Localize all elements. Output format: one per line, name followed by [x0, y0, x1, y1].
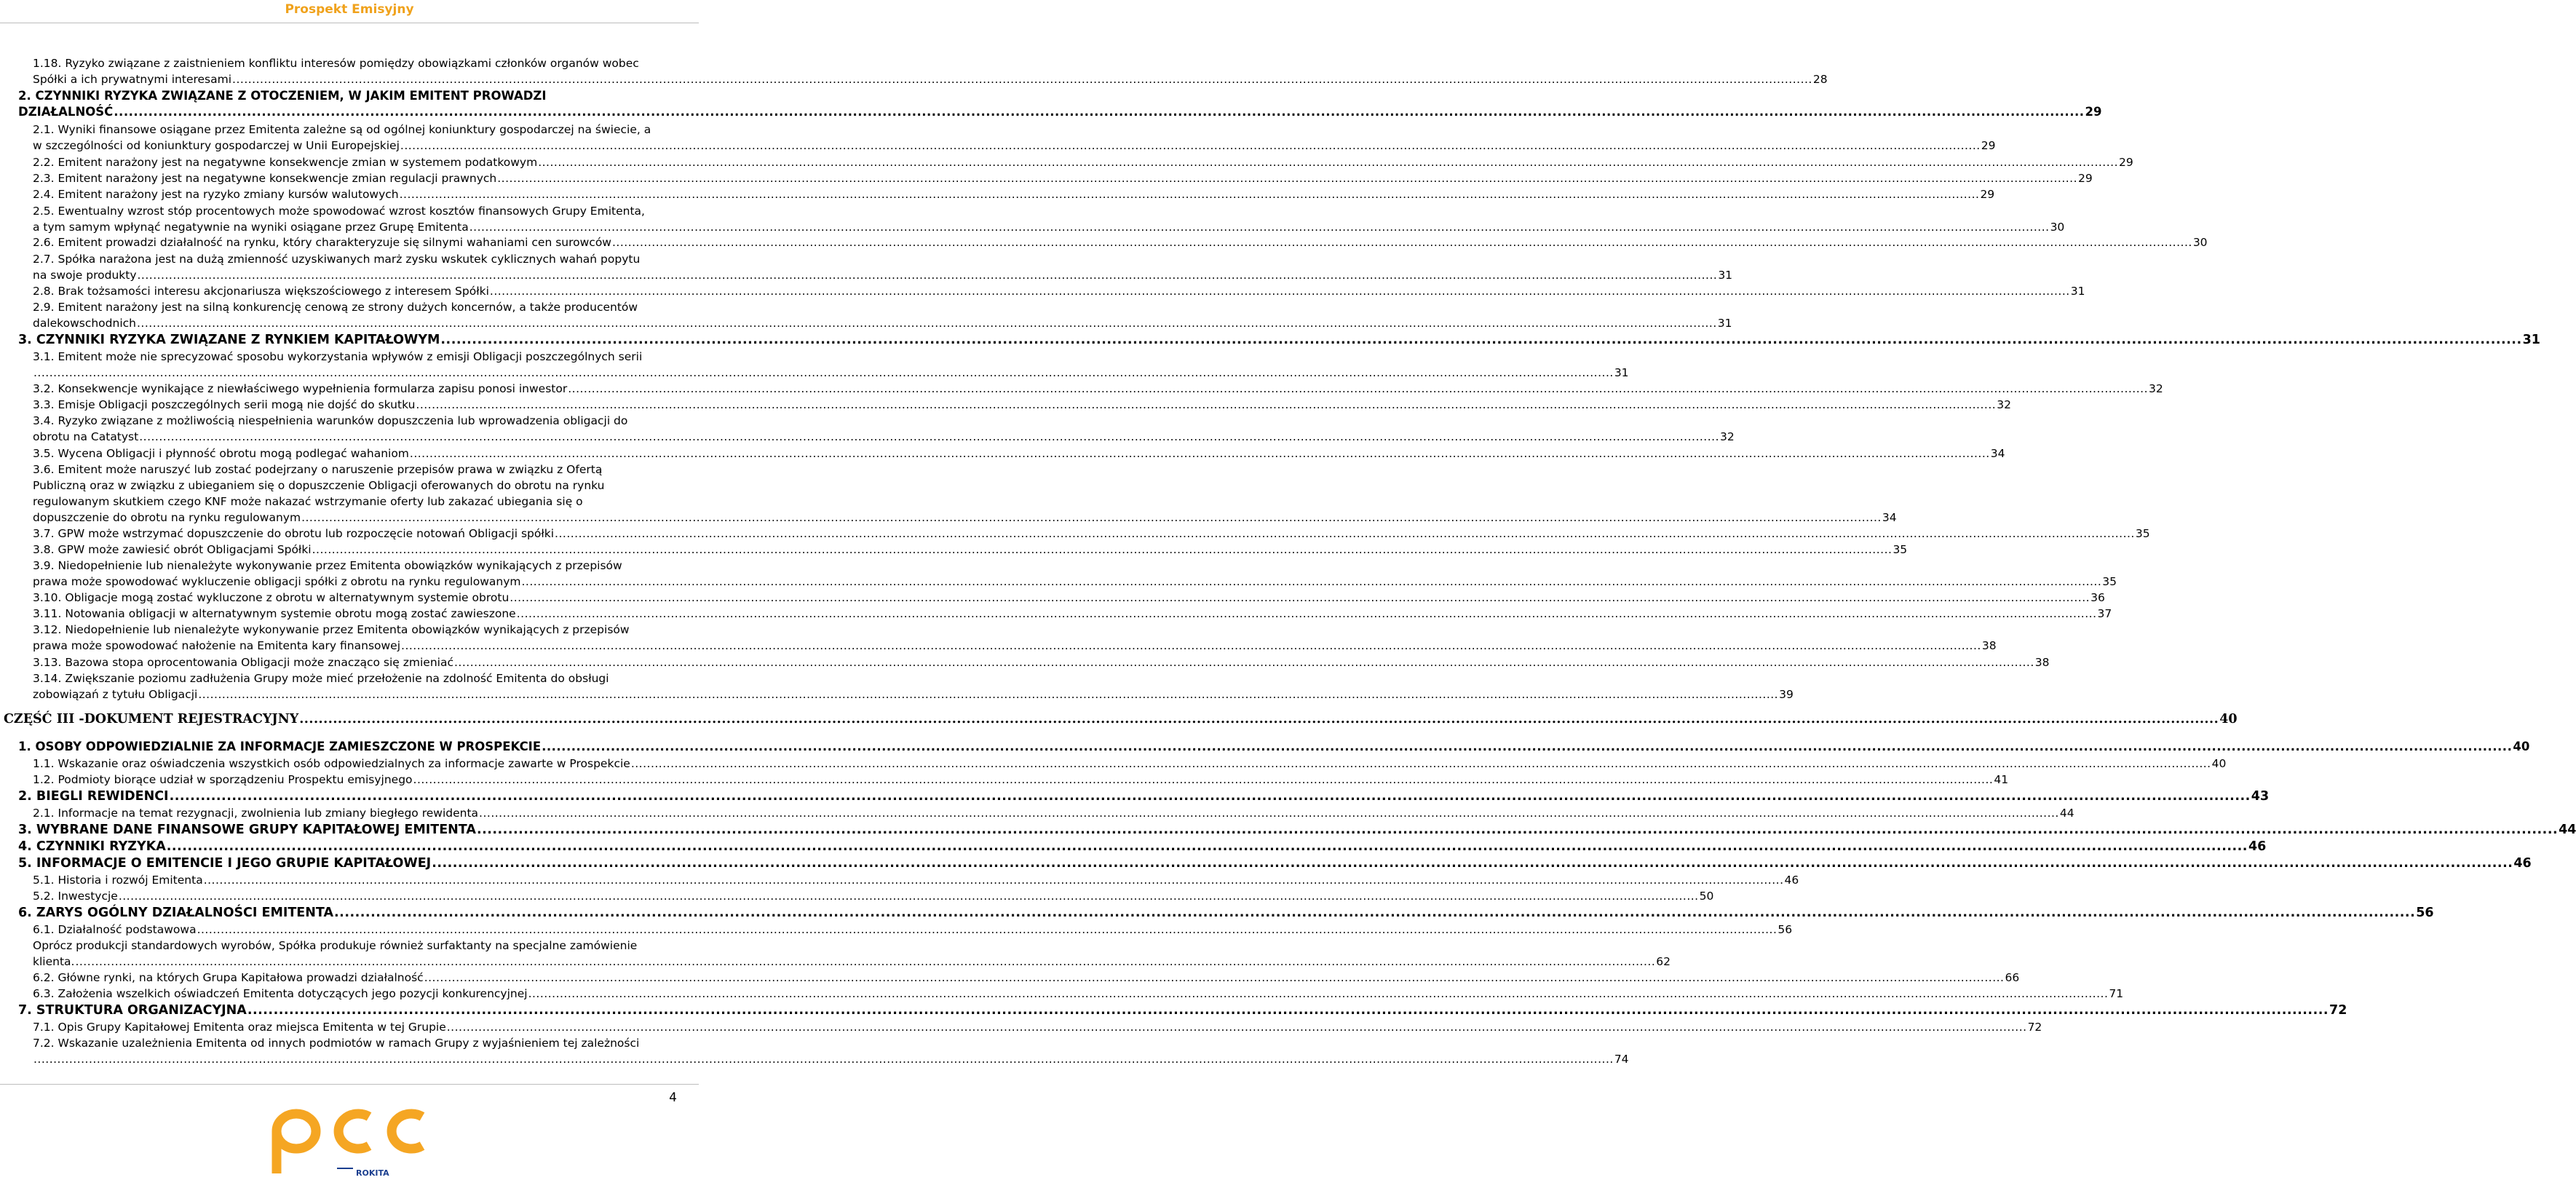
toc-page-number: 31	[1718, 269, 1733, 282]
dot-leader: ................................................................................................................................................................................................................................................................................................................................................................................................................	[630, 757, 2211, 770]
dot-leader: ................................................................................................................................................................................................................................................................................................................................................................................................................	[542, 740, 2513, 753]
toc-page-number: 72	[2027, 1021, 2042, 1034]
toc-entry-text: 3.7. GPW może wstrzymać dopuszczenie do obrotu lub rozpoczęcie notowań Obligacji spółki	[33, 527, 555, 540]
toc-page-number: 66	[2005, 971, 2020, 984]
toc-entry-text: 3.6. Emitent może naruszyć lub zostać podejrzany o naruszenie przepisów prawa w związku z Ofertą	[33, 463, 603, 476]
toc-entry-text: a tym samym wpłynąć negatywnie na wyniki osiągane przez Grupę Emitenta	[33, 221, 469, 234]
toc-entry-text: prawa może spowodować nałożenie na Emitenta kary finansowej	[33, 639, 401, 652]
toc-page-number: 31	[2522, 333, 2540, 347]
toc-entry[interactable]	[18, 739, 2530, 755]
toc-page-number: 46	[2248, 839, 2267, 854]
toc-entry[interactable]	[18, 788, 2270, 804]
toc-entry-text: 2.8. Brak tożsamości interesu akcjonariusza większościowego z interesem Spółki	[33, 285, 489, 298]
toc-entry-text: 6. ZARYS OGÓLNY DZIAŁALNOŚCI EMITENTA	[18, 906, 334, 920]
document-header-title: Prospekt Emisyjny	[285, 2, 414, 17]
toc-entry[interactable]	[33, 446, 2005, 462]
toc-entry-text: 3.12. Niedopełnienie lub nienależyte wykonywanie przez Emitenta obowiązków wynikających z przepisów	[33, 623, 630, 636]
toc-entry-text: DOKUMENT REJESTRACYJNY	[84, 712, 299, 726]
dot-leader: ................................................................................................................................................................................................................................................................................................................................................................................................................	[469, 221, 2050, 234]
toc-entry[interactable]	[33, 622, 1997, 654]
toc-entry[interactable]	[33, 381, 2163, 397]
dot-leader: ................................................................................................................................................................................................................................................................................................................................................................................................................	[166, 839, 2248, 854]
toc-entry[interactable]	[18, 905, 2434, 921]
toc-entry-text: 2.6. Emitent prowadzi działalność na rynku, który charakteryzuje się silnymi wahaniami cen surowców	[33, 236, 611, 249]
toc-entry-text: 3.8. GPW może zawiesić obrót Obligacjami Spółki	[33, 543, 312, 556]
toc-entry-text: obrotu na Catatyst	[33, 430, 139, 443]
toc-page-number: 37	[2097, 607, 2112, 620]
toc-entry-text: 2. CZYNNIKI RYZYKA ZWIĄZANE Z OTOCZENIEM, W JAKIM EMITENT PROWADZI	[18, 89, 547, 103]
toc-entry[interactable]	[33, 542, 1908, 558]
toc-page-number: 44	[2559, 823, 2576, 837]
toc-entry[interactable]	[33, 170, 2093, 186]
toc-page-number: 40	[2211, 757, 2227, 770]
toc-entry-text: 3.14. Zwiększanie poziomu zadłużenia Grupy może mieć przełożenie na zdolność Emitenta do obsługi	[33, 672, 609, 685]
dot-leader: ................................................................................................................................................................................................................................................................................................................................................................................................................	[489, 285, 2070, 298]
toc-page-number: 56	[1778, 923, 1793, 936]
toc-entry-text: 3.2. Konsekwencje wynikające z niewłaściwego wypełnienia formularza zapisu ponosi inwestor	[33, 382, 568, 395]
toc-page-number: 35	[2102, 575, 2117, 588]
toc-page-number: 32	[2149, 382, 2163, 395]
toc-page-number: 71	[2109, 987, 2124, 1000]
toc-entry-text: Oprócz produkcji standardowych wyrobów, Spółka produkuje również surfaktanty na specjalne zamówienie	[33, 939, 638, 952]
toc-entry[interactable]	[33, 772, 2009, 788]
toc-entry[interactable]	[33, 1035, 1629, 1067]
toc-entry[interactable]	[33, 756, 2227, 772]
toc-entry[interactable]	[33, 186, 1995, 202]
toc-page-number: 44	[2059, 807, 2074, 820]
dot-leader: ................................................................................................................................................................................................................................................................................................................................................................................................................	[409, 447, 1990, 460]
toc-entry-text: 2.7. Spółka narażona jest na dużą zmienność uzyskiwanych marż zysku wskutek cyklicznych wahań popytu	[33, 253, 641, 266]
dot-leader: ................................................................................................................................................................................................................................................................................................................................................................................................................	[424, 971, 2005, 984]
toc-entry-text: 1.1. Wskazanie oraz oświadczenia wszystkich osób odpowiedzialnych za informacje zawarte w Prospekcie	[33, 757, 630, 770]
toc-entry[interactable]	[33, 413, 1735, 445]
dot-leader: ................................................................................................................................................................................................................................................................................................................................................................................................................	[301, 511, 1882, 524]
dot-leader: ................................................................................................................................................................................................................................................................................................................................................................................................................	[232, 73, 1812, 86]
toc-page-number: 31	[2070, 285, 2085, 298]
toc-page-number: 35	[2135, 527, 2150, 540]
toc-entry[interactable]	[33, 462, 1897, 526]
dot-leader: ................................................................................................................................................................................................................................................................................................................................................................................................................	[612, 236, 2192, 249]
toc-entry-text: dalekowschodnich	[33, 317, 136, 330]
toc-entry[interactable]	[33, 234, 2208, 250]
toc-page-number: 31	[1717, 317, 1732, 330]
dot-leader: ................................................................................................................................................................................................................................................................................................................................................................................................................	[432, 856, 2513, 871]
toc-page-number: 39	[1779, 688, 1794, 701]
dot-leader: ................................................................................................................................................................................................................................................................................................................................................................................................................	[446, 1021, 2027, 1034]
dot-leader: ................................................................................................................................................................................................................................................................................................................................................................................................................	[75, 955, 1656, 968]
toc-page-number: 40	[2513, 740, 2530, 753]
dot-leader: ................................................................................................................................................................................................................................................................................................................................................................................................................	[118, 890, 1699, 903]
dot-leader: ................................................................................................................................................................................................................................................................................................................................................................................................................	[312, 543, 1893, 556]
toc-page-number: 36	[2090, 591, 2105, 604]
toc-entry-text: 5.2. Inwestycje	[33, 890, 118, 903]
toc-entry[interactable]	[33, 397, 2011, 413]
toc-entry[interactable]	[33, 970, 2020, 986]
toc-page-number: 30	[2050, 221, 2065, 234]
toc-entry-text: 2.5. Ewentualny wzrost stóp procentowych może spowodować wzrost kosztów finansowych Grupy Emitenta,	[33, 205, 645, 218]
toc-entry[interactable]	[18, 839, 2267, 855]
toc-entry-text: 6.3. Założenia wszelkich oświadczeń Emitenta dotyczących jego pozycji konkurencyjnej	[33, 987, 528, 1000]
toc-entry-text: 3.11. Notowania obligacji w alternatywnym systemie obrotu mogą zostać zawieszone	[33, 607, 516, 620]
dot-leader: ................................................................................................................................................................................................................................................................................................................................................................................................................	[401, 639, 1981, 652]
toc-page-number: 34	[1990, 447, 2005, 460]
toc-entry[interactable]	[33, 922, 1793, 938]
toc-page-number: 40	[2219, 712, 2238, 726]
dot-leader: ................................................................................................................................................................................................................................................................................................................................................................................................................	[399, 188, 1980, 201]
toc-entry-text: 3.5. Wycena Obligacji i płynność obrotu mogą podlegać wahaniom	[33, 447, 409, 460]
toc-page-number: 34	[1882, 511, 1897, 524]
dot-leader: ................................................................................................................................................................................................................................................................................................................................................................................................................	[538, 156, 2119, 169]
toc-entry[interactable]	[33, 654, 2050, 670]
dot-leader: ................................................................................................................................................................................................................................................................................................................................................................................................................	[497, 172, 2078, 185]
toc-entry-text: 7.1. Opis Grupy Kapitałowej Emitenta oraz miejsca Emitenta w tej Grupie	[33, 1021, 446, 1034]
dot-leader: ................................................................................................................................................................................................................................................................................................................................................................................................................	[516, 607, 2097, 620]
toc-entry[interactable]	[33, 203, 2065, 235]
toc-page-number: 29	[2119, 156, 2133, 169]
toc-page-number: 29	[2078, 172, 2093, 185]
toc-entry-text: 2. BIEGLI REWIDENCI	[18, 789, 169, 804]
toc-entry[interactable]	[33, 154, 2133, 170]
toc-page-number: 46	[2513, 856, 2532, 871]
toc-entry-text: 7.2. Wskazanie uzależnienia Emitenta od innych podmiotów w ramach Grupy z wyjaśnieniem tej zależności	[33, 1037, 640, 1050]
toc-entry-text: 6.1. Działalność podstawowa	[33, 923, 197, 936]
toc-entry[interactable]	[33, 251, 1733, 283]
toc-entry-text: prawa może spowodować wykluczenie obligacji spółki z obrotu na rynku regulowanym	[33, 575, 521, 588]
toc-entry-text: 2.1. Informacje na temat rezygnacji, zwolnienia lub zmiany biegłego rewidenta	[33, 807, 479, 820]
dot-leader: ................................................................................................................................................................................................................................................................................................................................................................................................................	[400, 139, 1981, 152]
toc-page-number: 38	[1981, 639, 1997, 652]
toc-entry[interactable]	[33, 1019, 2042, 1035]
dot-leader: ................................................................................................................................................................................................................................................................................................................................................................................................................	[568, 382, 2149, 395]
toc-page-number: 32	[1720, 430, 1735, 443]
toc-page-number: 29	[1981, 139, 1996, 152]
toc-page-number: 38	[2034, 656, 2050, 669]
toc-page-number: 29	[1980, 188, 1995, 201]
dot-leader: ................................................................................................................................................................................................................................................................................................................................................................................................................	[33, 1053, 1614, 1066]
toc-page-number: 35	[1893, 543, 1908, 556]
toc-page-number: 56	[2416, 906, 2434, 920]
dot-leader: ................................................................................................................................................................................................................................................................................................................................................................................................................	[247, 1003, 2329, 1018]
toc-entry-text: 1.18. Ryzyko związane z zaistnieniem konfliktu interesów pomiędzy obowiązkami członków organów wobec	[33, 57, 639, 70]
logo-subtext: ROKITA	[356, 1168, 389, 1178]
toc-entry-text: 3. CZYNNIKI RYZYKA ZWIĄZANE Z RYNKIEM KAPITAŁOWYM	[18, 333, 440, 347]
toc-entry[interactable]	[33, 299, 1732, 331]
toc-entry[interactable]	[33, 558, 2117, 590]
toc-entry-text: 1.2. Podmioty biorące udział w sporządzeniu Prospektu emisyjnego	[33, 773, 413, 786]
toc-entry-text: 2.2. Emitent narażony jest na negatywne konsekwencje zmian w systemem podatkowym	[33, 156, 538, 169]
toc-entry-text: 6.2. Główne rynki, na których Grupa Kapitałowa prowadzi działalność	[33, 971, 424, 984]
toc-entry[interactable]	[33, 888, 1714, 904]
toc-entry-text: 3.4. Ryzyko związane z możliwością niespełnienia warunków dopuszczenia lub wprowadzenia obligacji do	[33, 414, 628, 427]
toc-entry[interactable]	[33, 670, 1794, 702]
dot-leader: ................................................................................................................................................................................................................................................................................................................................................................................................................	[137, 269, 1718, 282]
toc-entry[interactable]	[33, 986, 2124, 1002]
toc-entry-text: regulowanym skutkiem czego KNF może nakazać wstrzymanie oferty lub zakazać ubiegania się o	[33, 495, 583, 508]
toc-entry-text: dopuszczenie do obrotu na rynku regulowanym	[33, 511, 301, 524]
toc-entry-text: 7. STRUKTURA ORGANIZACYJNA	[18, 1003, 247, 1018]
toc-entry-text: 1. OSOBY ODPOWIEDZIALNIE ZA INFORMACJE ZAMIESZCZONE W PROSPEKCIE	[18, 740, 542, 753]
toc-entry[interactable]	[33, 349, 1629, 381]
toc-page-number: 62	[1656, 955, 1671, 968]
dot-leader: ................................................................................................................................................................................................................................................................................................................................................................................................................	[528, 987, 2109, 1000]
toc-page-number: 29	[2085, 105, 2102, 119]
toc-entry-text: 3.1. Emitent może nie sprecyzować sposobu wykorzystania wpływów z emisji Obligacji poszczególnych serii	[33, 350, 643, 363]
toc-entry-text: 2.9. Emitent narażony jest na silną konkurencję cenową ze strony dużych koncernów, a także producentów	[33, 301, 638, 314]
toc-entry-text: klienta.	[33, 955, 75, 968]
toc-entry-text: 2.3. Emitent narażony jest na negatywne konsekwencje zmian regulacji prawnych	[33, 172, 497, 185]
toc-entry[interactable]	[33, 122, 1996, 154]
part-number: CZĘŚĆ III -	[4, 712, 84, 726]
toc-entry[interactable]	[33, 283, 2085, 299]
toc-entry-text: 5. INFORMACJE O EMITENCIE I JEGO GRUPIE KAPITAŁOWEJ	[18, 856, 432, 871]
toc-entry[interactable]	[18, 88, 2102, 120]
dot-leader: ................................................................................................................................................................................................................................................................................................................................................................................................................	[139, 430, 1720, 443]
dot-leader: ................................................................................................................................................................................................................................................................................................................................................................................................................	[114, 105, 2085, 119]
toc-entry-text: w szczególności od koniunktury gospodarczej w Unii Europejskiej	[33, 139, 400, 152]
toc-entry-text: 2.4. Emitent narażony jest na ryzyko zmiany kursów walutowych	[33, 188, 399, 201]
toc-entry-text: 3.10. Obligacje mogą zostać wykluczone z obrotu w alternatywnym systemie obrotu	[33, 591, 510, 604]
dot-leader: ................................................................................................................................................................................................................................................................................................................................................................................................................	[555, 527, 2135, 540]
toc-entry-text: 5.1. Historia i rozwój Emitenta	[33, 874, 203, 887]
page-number: 4	[669, 1090, 677, 1105]
dot-leader: ................................................................................................................................................................................................................................................................................................................................................................................................................	[453, 656, 2034, 669]
toc-page-number: 43	[2251, 789, 2270, 804]
toc-page-number: 41	[1994, 773, 2009, 786]
footer-divider	[0, 1084, 699, 1085]
toc-page-number: 74	[1614, 1053, 1629, 1066]
toc-entry[interactable]	[33, 55, 1828, 87]
dot-leader: ................................................................................................................................................................................................................................................................................................................................................................................................................	[169, 789, 2251, 804]
dot-leader: ................................................................................................................................................................................................................................................................................................................................................................................................................	[479, 807, 2059, 820]
dot-leader: ................................................................................................................................................................................................................................................................................................................................................................................................................	[440, 333, 2522, 347]
toc-entry[interactable]	[33, 526, 2150, 542]
toc-entry[interactable]	[4, 711, 2238, 727]
toc-page-number: 50	[1699, 890, 1714, 903]
dot-leader: ................................................................................................................................................................................................................................................................................................................................................................................................................	[510, 591, 2090, 604]
pcc-rokita-logo	[267, 1101, 435, 1176]
toc-page-number: 30	[2192, 236, 2208, 249]
toc-entry-text: DZIAŁALNOŚĆ	[18, 105, 114, 119]
dot-leader: ................................................................................................................................................................................................................................................................................................................................................................................................................	[136, 317, 1717, 330]
toc-entry-text: 3. WYBRANE DANE FINANSOWE GRUPY KAPITAŁOWEJ EMITENTA	[18, 823, 476, 837]
toc-page-number: 32	[1997, 398, 2011, 411]
toc-entry[interactable]	[33, 606, 2112, 622]
toc-entry-text: 4. CZYNNIKI RYZYKA	[18, 839, 166, 854]
toc-entry-text: zobowiązań z tytułu Obligacji	[33, 688, 198, 701]
toc-entry[interactable]	[33, 590, 2105, 606]
toc-entry[interactable]	[18, 855, 2532, 871]
dot-leader: ................................................................................................................................................................................................................................................................................................................................................................................................................	[416, 398, 1997, 411]
toc-entry[interactable]	[33, 938, 1671, 970]
toc-entry[interactable]	[18, 1002, 2347, 1018]
dot-leader: ................................................................................................................................................................................................................................................................................................................................................................................................................	[334, 906, 2416, 920]
toc-page-number: 72	[2329, 1003, 2347, 1018]
toc-entry-text: 3.13. Bazowa stopa oprocentowania Obligacji może znacząco się zmieniać	[33, 656, 453, 669]
dot-leader: ................................................................................................................................................................................................................................................................................................................................................................................................................	[203, 874, 1784, 887]
toc-page-number: 28	[1812, 73, 1828, 86]
toc-entry-text: 3.9. Niedopełnienie lub nienależyte wykonywanie przez Emitenta obowiązków wynikających z przepisów	[33, 559, 622, 572]
toc-entry[interactable]	[33, 872, 1799, 888]
toc-entry-text: Publiczną oraz w związku z ubieganiem się o dopuszczenie Obligacji oferowanych do obrotu na rynku	[33, 479, 605, 492]
toc-entry-text: 3.3. Emisje Obligacji poszczególnych serii mogą nie dojść do skutku	[33, 398, 416, 411]
dot-leader: ................................................................................................................................................................................................................................................................................................................................................................................................................	[197, 923, 1778, 936]
toc-entry[interactable]	[18, 822, 2576, 838]
dot-leader: ................................................................................................................................................................................................................................................................................................................................................................................................................	[198, 688, 1779, 701]
toc-entry-text: Spółki a ich prywatnymi interesami	[33, 73, 232, 86]
dot-leader: ................................................................................................................................................................................................................................................................................................................................................................................................................	[413, 773, 1994, 786]
toc-page-number: 31	[1614, 366, 1629, 379]
toc-entry[interactable]	[18, 332, 2540, 348]
dot-leader: ................................................................................................................................................................................................................................................................................................................................................................................................................	[476, 823, 2559, 837]
toc-entry-text: 2.1. Wyniki finansowe osiągane przez Emitenta zależne są od ogólnej koniunktury gospodarczej na świecie, a	[33, 123, 651, 136]
dot-leader: ................................................................................................................................................................................................................................................................................................................................................................................................................	[299, 712, 2219, 726]
dot-leader: ................................................................................................................................................................................................................................................................................................................................................................................................................	[521, 575, 2102, 588]
toc-page-number: 46	[1784, 874, 1799, 887]
toc-entry-text: na swoje produkty	[33, 269, 137, 282]
toc-entry[interactable]	[33, 805, 2074, 821]
dot-leader: ................................................................................................................................................................................................................................................................................................................................................................................................................	[33, 366, 1614, 379]
